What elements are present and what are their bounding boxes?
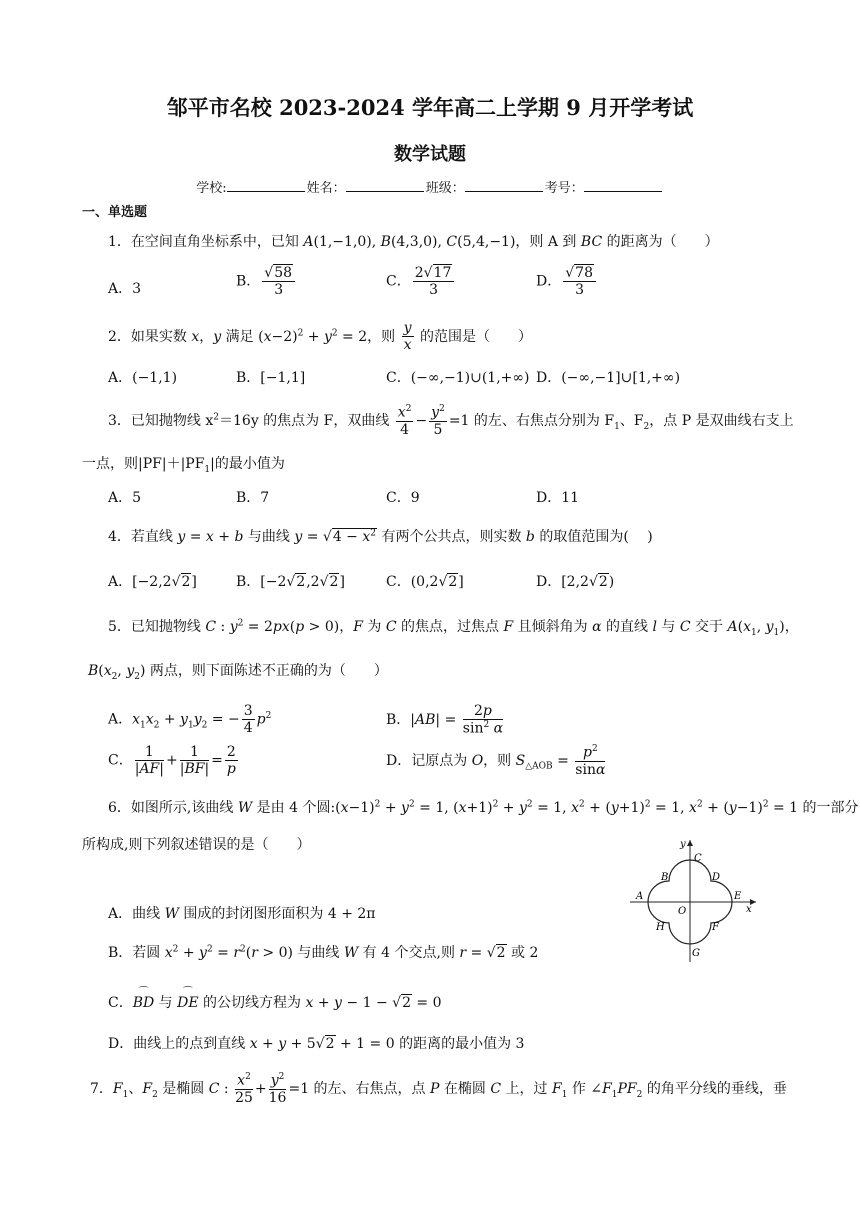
question-2 xyxy=(108,320,532,353)
question-4 xyxy=(108,526,653,546)
q2-option-b[interactable]: B．[−1,1] xyxy=(236,370,306,386)
name-label: 姓名： xyxy=(306,181,346,196)
q6-stem-2: 所构成,则下列叙述错误的是（ ） xyxy=(82,837,311,853)
section-heading xyxy=(82,201,147,220)
q4-option-b[interactable]: B．[−2√2,2√2] xyxy=(236,574,345,590)
q1-option-a[interactable]: A．3 xyxy=(108,281,142,297)
label-c: C xyxy=(694,853,702,864)
label-o: O xyxy=(678,906,687,917)
label-a: A xyxy=(636,891,644,902)
q3-stem-1: 3．已知抛物线 $x^2=16y$ 的焦点为 F，双曲线 $\frac{x^2}{4}$ − $\frac{y^2}{5}$ =1 的左、右焦点分别为 $F_1$、$F_2$，点 P 是双曲线右支上 xyxy=(108,404,794,438)
q1-option-d[interactable]: D． $\frac{√78}{3}$ xyxy=(536,265,598,298)
q3-option-a[interactable]: A．5 xyxy=(108,490,142,506)
q1-option-b[interactable]: B． $\frac{√58}{3}$ xyxy=(236,265,297,298)
q4-stem: 4．若直线 y = x + b 与曲线 $y = √4 - x^2$ 有两个公共点，则实数 b 的取值范围为( ) xyxy=(108,528,653,545)
q1-option-c[interactable]: C． $\frac{2√17}{3}$ xyxy=(386,265,456,298)
q2-stem: 2．如果实数 x，y 满足 $(x-2)^2 + y^2 = 2$，则 $\frac{y}{x}$ 的范围是（ ） xyxy=(108,320,532,354)
subtitle-text: 数学试题 xyxy=(394,144,466,165)
q6-option-a[interactable]: A．曲线 W 围成的封闭图形面积为 4 + 2π xyxy=(108,906,376,922)
class-blank[interactable] xyxy=(465,179,543,192)
q6-curve-figure xyxy=(618,832,768,962)
q3-option-c[interactable]: C．9 xyxy=(386,490,420,506)
q2-option-d[interactable]: D．(−∞,−1]∪[1,+∞) xyxy=(536,370,681,386)
q5-option-a[interactable]: A．$x_1x_2 + y_1y_2$ = − $\frac{3}{4}$ $p^2$ xyxy=(108,703,272,737)
label-f: F xyxy=(712,922,719,933)
q4-option-d[interactable]: D．[2,2√2) xyxy=(536,574,615,590)
q6-option-b[interactable]: B．若圆 $x^2 + y^2 = r^2(r > 0)$ 与曲线 W 有 4 个交点,则 r = √2 或 2 xyxy=(108,944,539,961)
question-5-line-2 xyxy=(88,660,388,682)
question-7-line-1 xyxy=(90,1072,787,1106)
label-b: B xyxy=(661,872,669,883)
q2-option-a[interactable]: A．(−1,1) xyxy=(108,370,178,386)
q3-option-d[interactable]: D．11 xyxy=(536,490,580,506)
school-label: 学校: xyxy=(196,181,227,196)
q5-option-b[interactable]: B．|AB| = $\frac{2p}{\sin^2 \alpha}$ xyxy=(386,703,504,737)
y-axis-arrow xyxy=(687,840,693,846)
label-y: y xyxy=(680,839,686,850)
question-6-line-2 xyxy=(82,834,310,854)
label-d: D xyxy=(712,872,721,883)
q3-option-b[interactable]: B．7 xyxy=(236,490,270,506)
q5-stem-1: 5．已知抛物线 C : $y^2 = 2px(p > 0)$，F 为 C 的焦点，过焦点 F 且倾斜角为 α 的直线 l 与 C 交于 $A(x_1$, $y_1$)， xyxy=(108,618,799,638)
q4-option-c[interactable]: C．(0,2√2] xyxy=(386,574,464,590)
q7-stem-1: 7．$F_1$、$F_2$ 是椭圆 C : $\frac{x^2}{25}$ + $\frac{y^2}{16}$ =1 的左、右焦点，点 P 在椭圆 C 上，过 $F_1$ 作 $\angle F_1PF_2$ 的角平分线的垂线，垂 xyxy=(90,1072,787,1106)
label-e: E xyxy=(734,891,742,902)
q6-option-c[interactable]: C． ⌒ BD 与 ⌒ DE 的公切线方程为 x + y − 1 − √2 = 0 xyxy=(108,987,442,1011)
name-blank[interactable] xyxy=(346,179,424,192)
label-g: G xyxy=(692,948,700,959)
q5-stem-2: $B(x_2$, $y_2$) 两点，则下面陈述不正确的为（ ） xyxy=(88,663,388,682)
question-1 xyxy=(108,231,719,251)
q4-option-a[interactable]: A．[−2,2√2] xyxy=(108,574,197,590)
number-label: 考号： xyxy=(544,181,584,196)
label-h: H xyxy=(656,922,665,933)
title-text: 邹平市名校 2023-2024 学年高二上学期 9 月开学考试 xyxy=(166,95,694,120)
question-5-line-1 xyxy=(108,616,799,638)
q3-stem-2: 一点，则$|PF|+|PF_1|$的最小值为 xyxy=(82,456,285,475)
question-3-line-2 xyxy=(82,453,285,475)
q5-option-c[interactable]: C． $\frac{1}{|AF|}$ + $\frac{1}{|BF|}$ = $\frac{2}{p}$ xyxy=(108,744,236,778)
number-blank[interactable] xyxy=(584,179,662,192)
question-6-line-1 xyxy=(108,797,859,817)
student-info-line xyxy=(0,177,860,196)
q2-option-c[interactable]: C．(−∞,−1)∪(1,+∞) xyxy=(386,370,530,386)
question-3-line-1 xyxy=(108,404,794,438)
q6-stem-1: 6．如图所示,该曲线 W 是由 4 个圆$:(x-1)^2 + y^2 = 1$, $(x+1)^2 + y^2 = 1$, $x^2 + (y+1)^2 = 1$, $x^2 + (y-1)^2 = 1$ 的一部分 xyxy=(108,799,859,816)
q1-stem: 1．在空间直角坐标系中，已知 A(1,−1,0), B(4,3,0), C(5,4,−1)，则 A 到 BC 的距离为（ ） xyxy=(108,234,719,250)
exam-title xyxy=(0,92,860,122)
q5-option-d[interactable]: D．记原点为 O，则 $S_{\triangle AOB}$ = $\frac{p^2}{\sin\alpha}$ xyxy=(386,744,606,778)
label-x: x xyxy=(746,904,752,915)
exam-subtitle xyxy=(0,140,860,166)
section-title: 一、单选题 xyxy=(82,205,148,220)
q6-option-d[interactable]: D．曲线上的点到直线 x + y + 5√2 + 1 = 0 的距离的最小值为 3 xyxy=(108,1036,525,1052)
school-blank[interactable] xyxy=(227,179,305,192)
class-label: 班级： xyxy=(425,181,465,196)
